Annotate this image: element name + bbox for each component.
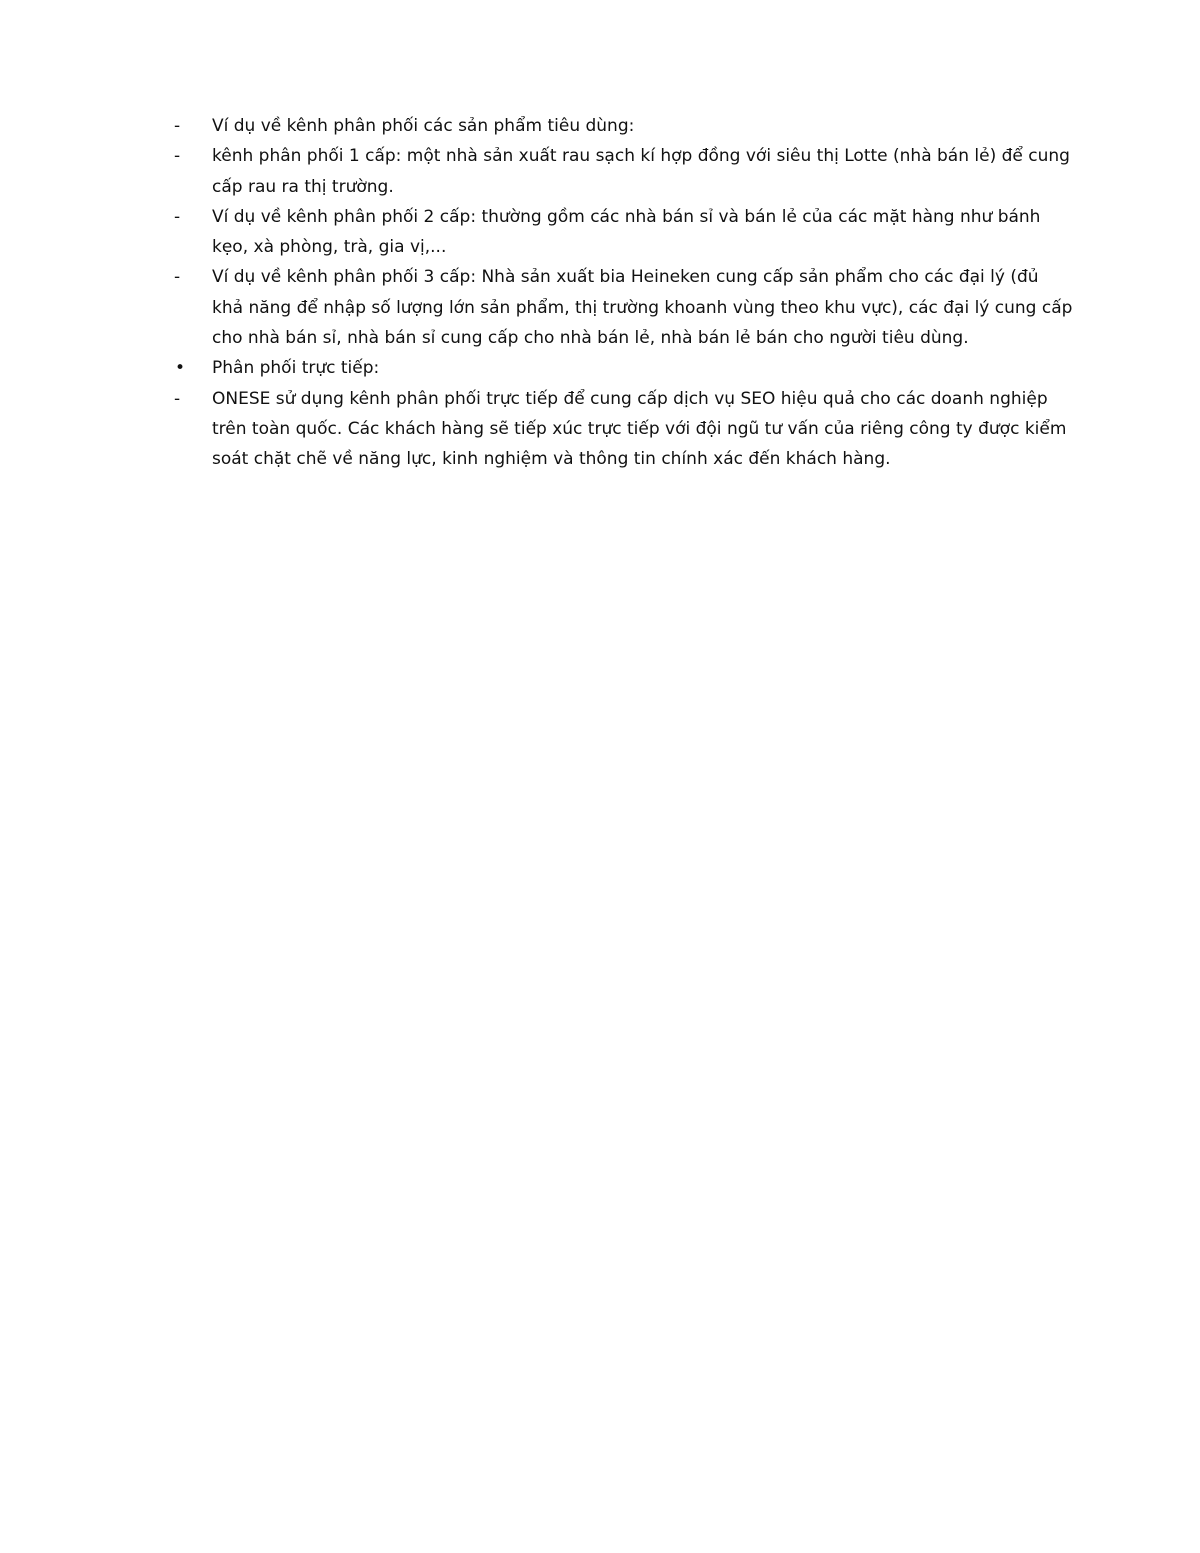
dash-marker: - [174, 267, 181, 288]
list-item-text: Ví dụ về kênh phân phối các sản phẩm tiêu dùng: [212, 116, 635, 136]
dash-marker: - [174, 116, 181, 136]
dash-marker: - [174, 388, 181, 409]
list-item-text: Phân phối trực tiếp: [212, 358, 380, 379]
list-item [174, 141, 1074, 202]
list-item-text: Ví dụ về kênh phân phối 3 cấp: Nhà sản xuất bia Heineken cung cấp sản phẩm cho các đại lý (đủ khả năng để nhập số lượng lớn sản phẩm, thị trường khoanh vùng theo khu vực), các đại lý cung cấp cho nhà bán sỉ, nhà bán sỉ cung cấp cho nhà bán lẻ, nhà bán lẻ bán cho người tiêu dùng. [212, 267, 1073, 349]
content-list [174, 111, 1074, 475]
bullet-marker: • [175, 358, 186, 379]
list-item [174, 202, 1074, 263]
list-item-text: Ví dụ về kênh phân phối 2 cấp: thường gồm các nhà bán sỉ và bán lẻ của các mặt hàng như bánh kẹo, xà phòng, trà, gia vị,... [212, 206, 1041, 258]
dash-marker: - [174, 206, 181, 227]
dash-marker: - [174, 146, 181, 167]
list-item-text: ONESE sử dụng kênh phân phối trực tiếp để cung cấp dịch vụ SEO hiệu quả cho các doanh nghiệp trên toàn quốc. Các khách hàng sẽ tiếp xúc trực tiếp với đội ngũ tư vấn của riêng công ty được kiểm soát chặt chẽ về năng lực, kinh nghiệm và thông tin chính xác đến khách hàng. [212, 388, 1067, 470]
list-item-text: kênh phân phối 1 cấp: một nhà sản xuất rau sạch kí hợp đồng với siêu thị Lotte (nhà bán lẻ) để cung cấp rau ra thị trường. [212, 146, 1070, 197]
list-item [174, 262, 1074, 353]
list-item [174, 353, 1074, 383]
list-item [174, 111, 1074, 141]
list-item [174, 384, 1074, 475]
